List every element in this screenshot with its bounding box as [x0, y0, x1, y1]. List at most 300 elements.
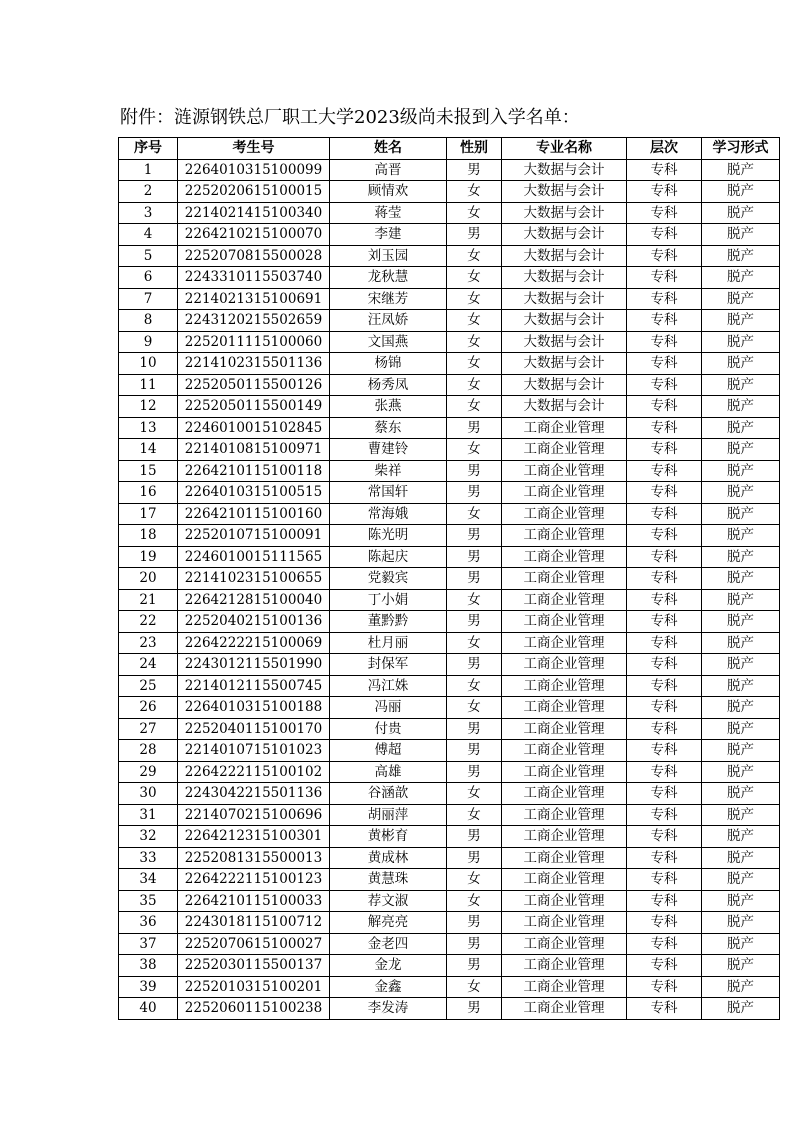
cell-level: 专科: [627, 374, 702, 396]
cell-gender: 女: [447, 783, 502, 805]
cell-gender: 男: [447, 933, 502, 955]
cell-study-mode: 脱产: [702, 353, 780, 375]
table-row: [119, 740, 780, 762]
cell-gender: 女: [447, 890, 502, 912]
cell-level: 专科: [627, 912, 702, 934]
cell-major: 工商企业管理: [502, 460, 627, 482]
cell-study-mode: 脱产: [702, 998, 780, 1020]
cell-name: 陈光明: [330, 525, 447, 547]
cell-level: 专科: [627, 396, 702, 418]
cell-level: 专科: [627, 460, 702, 482]
cell-level: 专科: [627, 740, 702, 762]
table-row: [119, 417, 780, 439]
cell-name: 付贵: [330, 718, 447, 740]
cell-candidate-number: 2252030115500137: [178, 955, 330, 977]
cell-study-mode: 脱产: [702, 740, 780, 762]
table-row: [119, 181, 780, 203]
cell-serial-number: 14: [119, 439, 178, 461]
cell-major: 工商企业管理: [502, 826, 627, 848]
cell-study-mode: 脱产: [702, 159, 780, 181]
table-row: [119, 955, 780, 977]
cell-level: 专科: [627, 245, 702, 267]
cell-major: 工商企业管理: [502, 417, 627, 439]
cell-serial-number: 3: [119, 202, 178, 224]
cell-level: 专科: [627, 783, 702, 805]
cell-name: 李建: [330, 224, 447, 246]
cell-name: 张燕: [330, 396, 447, 418]
cell-gender: 女: [447, 439, 502, 461]
cell-level: 专科: [627, 589, 702, 611]
cell-study-mode: 脱产: [702, 675, 780, 697]
cell-gender: 男: [447, 955, 502, 977]
student-roster-table: [118, 137, 780, 1020]
cell-gender: 男: [447, 482, 502, 504]
cell-study-mode: 脱产: [702, 589, 780, 611]
table-row: [119, 310, 780, 332]
cell-candidate-number: 2252050115500149: [178, 396, 330, 418]
cell-name: 常海娥: [330, 503, 447, 525]
cell-candidate-number: 2214012115500745: [178, 675, 330, 697]
cell-level: 专科: [627, 482, 702, 504]
cell-major: 工商企业管理: [502, 783, 627, 805]
header-serial-number: 序号: [119, 138, 178, 160]
cell-name: 蔡东: [330, 417, 447, 439]
cell-gender: 女: [447, 267, 502, 289]
cell-major: 大数据与会计: [502, 224, 627, 246]
cell-serial-number: 28: [119, 740, 178, 762]
cell-serial-number: 37: [119, 933, 178, 955]
cell-candidate-number: 2264212315100301: [178, 826, 330, 848]
cell-major: 工商企业管理: [502, 697, 627, 719]
cell-serial-number: 2: [119, 181, 178, 203]
cell-name: 顾情欢: [330, 181, 447, 203]
cell-serial-number: 13: [119, 417, 178, 439]
header-candidate-number: 考生号: [178, 138, 330, 160]
cell-serial-number: 8: [119, 310, 178, 332]
cell-name: 谷涵歆: [330, 783, 447, 805]
cell-serial-number: 33: [119, 847, 178, 869]
cell-major: 大数据与会计: [502, 288, 627, 310]
table-row: [119, 374, 780, 396]
cell-serial-number: 21: [119, 589, 178, 611]
table-row: [119, 396, 780, 418]
cell-major: 大数据与会计: [502, 181, 627, 203]
cell-level: 专科: [627, 224, 702, 246]
cell-name: 封保军: [330, 654, 447, 676]
cell-major: 大数据与会计: [502, 159, 627, 181]
cell-level: 专科: [627, 439, 702, 461]
cell-gender: 女: [447, 331, 502, 353]
cell-study-mode: 脱产: [702, 181, 780, 203]
cell-name: 荐文淑: [330, 890, 447, 912]
table-row: [119, 804, 780, 826]
cell-candidate-number: 2252010715100091: [178, 525, 330, 547]
cell-study-mode: 脱产: [702, 202, 780, 224]
cell-study-mode: 脱产: [702, 396, 780, 418]
cell-gender: 女: [447, 396, 502, 418]
cell-gender: 女: [447, 353, 502, 375]
cell-study-mode: 脱产: [702, 224, 780, 246]
cell-candidate-number: 2214021415100340: [178, 202, 330, 224]
table-row: [119, 202, 780, 224]
table-row: [119, 503, 780, 525]
cell-serial-number: 34: [119, 869, 178, 891]
cell-gender: 女: [447, 804, 502, 826]
cell-gender: 男: [447, 761, 502, 783]
cell-level: 专科: [627, 804, 702, 826]
cell-major: 工商企业管理: [502, 761, 627, 783]
cell-level: 专科: [627, 675, 702, 697]
cell-candidate-number: 2252040115100170: [178, 718, 330, 740]
cell-name: 黄成林: [330, 847, 447, 869]
cell-serial-number: 16: [119, 482, 178, 504]
header-major: 专业名称: [502, 138, 627, 160]
table-row: [119, 589, 780, 611]
cell-study-mode: 脱产: [702, 826, 780, 848]
cell-name: 解亮亮: [330, 912, 447, 934]
table-row: [119, 331, 780, 353]
cell-name: 汪凤娇: [330, 310, 447, 332]
cell-level: 专科: [627, 761, 702, 783]
cell-candidate-number: 2246010015111565: [178, 546, 330, 568]
cell-major: 工商企业管理: [502, 955, 627, 977]
header-gender: 性别: [447, 138, 502, 160]
cell-serial-number: 10: [119, 353, 178, 375]
table-row: [119, 482, 780, 504]
cell-gender: 女: [447, 245, 502, 267]
cell-candidate-number: 2243012115501990: [178, 654, 330, 676]
cell-study-mode: 脱产: [702, 460, 780, 482]
cell-major: 大数据与会计: [502, 353, 627, 375]
cell-level: 专科: [627, 933, 702, 955]
cell-study-mode: 脱产: [702, 654, 780, 676]
cell-candidate-number: 2252040215100136: [178, 611, 330, 633]
cell-major: 工商企业管理: [502, 869, 627, 891]
cell-name: 常国轩: [330, 482, 447, 504]
cell-serial-number: 23: [119, 632, 178, 654]
cell-name: 宋继芳: [330, 288, 447, 310]
cell-level: 专科: [627, 998, 702, 1020]
cell-candidate-number: 2243120215502659: [178, 310, 330, 332]
cell-study-mode: 脱产: [702, 503, 780, 525]
page-title: 附件：涟源钢铁总厂职工大学2023级尚未报到入学名单：: [120, 107, 580, 128]
cell-gender: 女: [447, 675, 502, 697]
cell-candidate-number: 2214102315100655: [178, 568, 330, 590]
cell-major: 工商企业管理: [502, 654, 627, 676]
cell-serial-number: 25: [119, 675, 178, 697]
cell-candidate-number: 2252020615100015: [178, 181, 330, 203]
cell-serial-number: 11: [119, 374, 178, 396]
cell-candidate-number: 2252060115100238: [178, 998, 330, 1020]
cell-gender: 女: [447, 697, 502, 719]
cell-name: 杜月丽: [330, 632, 447, 654]
cell-gender: 男: [447, 546, 502, 568]
header-level: 层次: [627, 138, 702, 160]
cell-major: 工商企业管理: [502, 611, 627, 633]
table-row: [119, 460, 780, 482]
cell-name: 金鑫: [330, 976, 447, 998]
cell-name: 文国燕: [330, 331, 447, 353]
cell-study-mode: 脱产: [702, 718, 780, 740]
cell-gender: 女: [447, 288, 502, 310]
cell-gender: 男: [447, 460, 502, 482]
cell-level: 专科: [627, 568, 702, 590]
cell-study-mode: 脱产: [702, 976, 780, 998]
cell-serial-number: 36: [119, 912, 178, 934]
cell-serial-number: 20: [119, 568, 178, 590]
cell-gender: 男: [447, 718, 502, 740]
cell-major: 大数据与会计: [502, 202, 627, 224]
cell-gender: 男: [447, 740, 502, 762]
cell-gender: 女: [447, 202, 502, 224]
cell-study-mode: 脱产: [702, 546, 780, 568]
cell-serial-number: 38: [119, 955, 178, 977]
cell-study-mode: 脱产: [702, 374, 780, 396]
table-row: [119, 546, 780, 568]
cell-candidate-number: 2214010715101023: [178, 740, 330, 762]
cell-study-mode: 脱产: [702, 525, 780, 547]
cell-level: 专科: [627, 267, 702, 289]
table-row: [119, 847, 780, 869]
table-row: [119, 697, 780, 719]
cell-candidate-number: 2252081315500013: [178, 847, 330, 869]
table-row: [119, 439, 780, 461]
cell-level: 专科: [627, 976, 702, 998]
cell-candidate-number: 2264010315100515: [178, 482, 330, 504]
cell-name: 杨锦: [330, 353, 447, 375]
cell-name: 刘玉园: [330, 245, 447, 267]
cell-candidate-number: 2264222115100123: [178, 869, 330, 891]
cell-major: 工商企业管理: [502, 976, 627, 998]
cell-study-mode: 脱产: [702, 761, 780, 783]
cell-level: 专科: [627, 310, 702, 332]
cell-level: 专科: [627, 890, 702, 912]
cell-candidate-number: 2214010815100971: [178, 439, 330, 461]
cell-major: 工商企业管理: [502, 804, 627, 826]
cell-serial-number: 32: [119, 826, 178, 848]
cell-candidate-number: 2264222115100102: [178, 761, 330, 783]
table-row: [119, 611, 780, 633]
cell-serial-number: 30: [119, 783, 178, 805]
header-name: 姓名: [330, 138, 447, 160]
cell-candidate-number: 2252050115500126: [178, 374, 330, 396]
cell-study-mode: 脱产: [702, 955, 780, 977]
cell-name: 董黔黔: [330, 611, 447, 633]
cell-major: 工商企业管理: [502, 933, 627, 955]
cell-name: 曹建铃: [330, 439, 447, 461]
cell-study-mode: 脱产: [702, 869, 780, 891]
cell-gender: 女: [447, 632, 502, 654]
cell-serial-number: 27: [119, 718, 178, 740]
cell-level: 专科: [627, 159, 702, 181]
cell-major: 大数据与会计: [502, 245, 627, 267]
header-study-mode: 学习形式: [702, 138, 780, 160]
cell-major: 工商企业管理: [502, 439, 627, 461]
cell-gender: 男: [447, 912, 502, 934]
cell-gender: 女: [447, 869, 502, 891]
cell-name: 金龙: [330, 955, 447, 977]
table-row: [119, 675, 780, 697]
cell-serial-number: 18: [119, 525, 178, 547]
cell-level: 专科: [627, 202, 702, 224]
table-row: [119, 869, 780, 891]
cell-gender: 男: [447, 568, 502, 590]
cell-name: 金老四: [330, 933, 447, 955]
cell-candidate-number: 2243018115100712: [178, 912, 330, 934]
cell-gender: 男: [447, 654, 502, 676]
cell-candidate-number: 2252010315100201: [178, 976, 330, 998]
cell-major: 大数据与会计: [502, 396, 627, 418]
cell-name: 傅超: [330, 740, 447, 762]
cell-candidate-number: 2264010315100099: [178, 159, 330, 181]
cell-name: 丁小娟: [330, 589, 447, 611]
table-row: [119, 933, 780, 955]
cell-name: 柴祥: [330, 460, 447, 482]
cell-candidate-number: 2214021315100691: [178, 288, 330, 310]
table-row: [119, 826, 780, 848]
cell-level: 专科: [627, 955, 702, 977]
cell-serial-number: 40: [119, 998, 178, 1020]
cell-level: 专科: [627, 869, 702, 891]
cell-level: 专科: [627, 611, 702, 633]
table-row: [119, 224, 780, 246]
cell-candidate-number: 2243310115503740: [178, 267, 330, 289]
cell-gender: 男: [447, 159, 502, 181]
cell-serial-number: 1: [119, 159, 178, 181]
cell-candidate-number: 2264210115100118: [178, 460, 330, 482]
cell-study-mode: 脱产: [702, 288, 780, 310]
cell-study-mode: 脱产: [702, 783, 780, 805]
cell-serial-number: 12: [119, 396, 178, 418]
cell-major: 大数据与会计: [502, 267, 627, 289]
cell-candidate-number: 2243042215501136: [178, 783, 330, 805]
cell-major: 工商企业管理: [502, 503, 627, 525]
cell-study-mode: 脱产: [702, 417, 780, 439]
cell-serial-number: 22: [119, 611, 178, 633]
cell-candidate-number: 2252011115100060: [178, 331, 330, 353]
table-row: [119, 525, 780, 547]
cell-major: 工商企业管理: [502, 718, 627, 740]
table-body: [119, 159, 780, 1019]
cell-major: 工商企业管理: [502, 546, 627, 568]
cell-candidate-number: 2264222215100069: [178, 632, 330, 654]
cell-name: 黄彬育: [330, 826, 447, 848]
cell-level: 专科: [627, 847, 702, 869]
cell-serial-number: 4: [119, 224, 178, 246]
cell-candidate-number: 2252070815500028: [178, 245, 330, 267]
cell-gender: 女: [447, 181, 502, 203]
cell-level: 专科: [627, 697, 702, 719]
cell-serial-number: 31: [119, 804, 178, 826]
cell-study-mode: 脱产: [702, 933, 780, 955]
cell-level: 专科: [627, 826, 702, 848]
cell-gender: 女: [447, 374, 502, 396]
cell-serial-number: 17: [119, 503, 178, 525]
cell-level: 专科: [627, 525, 702, 547]
cell-level: 专科: [627, 654, 702, 676]
table-row: [119, 568, 780, 590]
cell-study-mode: 脱产: [702, 847, 780, 869]
cell-gender: 男: [447, 847, 502, 869]
cell-serial-number: 5: [119, 245, 178, 267]
table-row: [119, 288, 780, 310]
cell-major: 工商企业管理: [502, 912, 627, 934]
cell-name: 高晋: [330, 159, 447, 181]
cell-study-mode: 脱产: [702, 482, 780, 504]
cell-serial-number: 26: [119, 697, 178, 719]
cell-serial-number: 9: [119, 331, 178, 353]
table-row: [119, 159, 780, 181]
cell-name: 龙秋慧: [330, 267, 447, 289]
cell-serial-number: 29: [119, 761, 178, 783]
cell-candidate-number: 2264010315100188: [178, 697, 330, 719]
cell-study-mode: 脱产: [702, 611, 780, 633]
cell-serial-number: 19: [119, 546, 178, 568]
cell-major: 工商企业管理: [502, 847, 627, 869]
cell-name: 杨秀凤: [330, 374, 447, 396]
cell-major: 工商企业管理: [502, 675, 627, 697]
cell-name: 党毅宾: [330, 568, 447, 590]
cell-serial-number: 6: [119, 267, 178, 289]
cell-candidate-number: 2214070215100696: [178, 804, 330, 826]
cell-major: 工商企业管理: [502, 525, 627, 547]
cell-level: 专科: [627, 288, 702, 310]
cell-name: 蒋莹: [330, 202, 447, 224]
cell-gender: 男: [447, 826, 502, 848]
cell-gender: 女: [447, 976, 502, 998]
cell-major: 工商企业管理: [502, 568, 627, 590]
cell-level: 专科: [627, 353, 702, 375]
cell-candidate-number: 2264212815100040: [178, 589, 330, 611]
cell-candidate-number: 2264210115100033: [178, 890, 330, 912]
cell-candidate-number: 2252070615100027: [178, 933, 330, 955]
cell-candidate-number: 2264210115100160: [178, 503, 330, 525]
table-row: [119, 761, 780, 783]
cell-name: 高雄: [330, 761, 447, 783]
table-row: [119, 976, 780, 998]
table-row: [119, 718, 780, 740]
table-header-row: [119, 138, 780, 160]
cell-candidate-number: 2264210215100070: [178, 224, 330, 246]
cell-gender: 男: [447, 417, 502, 439]
cell-study-mode: 脱产: [702, 697, 780, 719]
cell-major: 大数据与会计: [502, 331, 627, 353]
cell-gender: 男: [447, 224, 502, 246]
cell-major: 工商企业管理: [502, 632, 627, 654]
table-row: [119, 998, 780, 1020]
cell-gender: 男: [447, 998, 502, 1020]
cell-gender: 男: [447, 611, 502, 633]
table-row: [119, 632, 780, 654]
cell-study-mode: 脱产: [702, 804, 780, 826]
cell-name: 陈起庆: [330, 546, 447, 568]
cell-major: 工商企业管理: [502, 740, 627, 762]
cell-gender: 女: [447, 503, 502, 525]
cell-study-mode: 脱产: [702, 912, 780, 934]
table-row: [119, 654, 780, 676]
cell-serial-number: 35: [119, 890, 178, 912]
table-row: [119, 267, 780, 289]
cell-name: 李发涛: [330, 998, 447, 1020]
cell-major: 工商企业管理: [502, 890, 627, 912]
cell-name: 冯丽: [330, 697, 447, 719]
cell-study-mode: 脱产: [702, 331, 780, 353]
table-row: [119, 912, 780, 934]
cell-level: 专科: [627, 546, 702, 568]
cell-study-mode: 脱产: [702, 890, 780, 912]
cell-study-mode: 脱产: [702, 568, 780, 590]
cell-candidate-number: 2214102315501136: [178, 353, 330, 375]
